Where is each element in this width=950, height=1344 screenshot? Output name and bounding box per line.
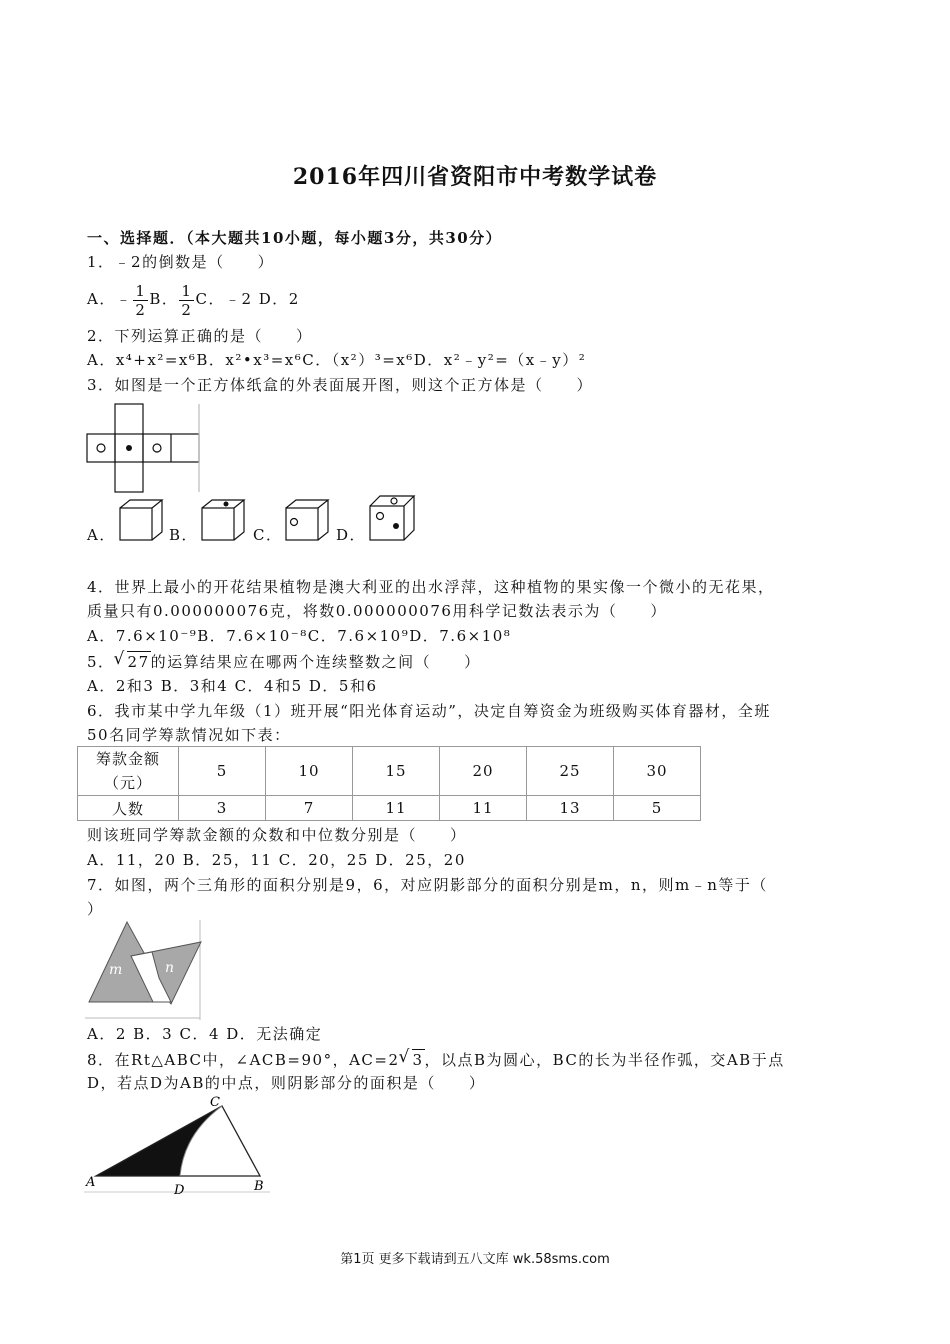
q8-prefix: 8．在Rt△ABC中，∠ACB=90°，AC=2 <box>87 1051 400 1069</box>
table-cell: 5 <box>179 747 266 796</box>
q6-line1: 6．我市某中学九年级（1）班开展“阳光体育运动”，决定自筹资金为班级购买体育器材，全班 <box>87 702 771 720</box>
fig-label-d: D <box>174 1183 185 1198</box>
table-cell: 30 <box>614 747 701 796</box>
table-cell: 5 <box>614 796 701 821</box>
table-header-count: 人数 <box>78 796 179 821</box>
q6-options: A．11，20 B．25，11 C．20，25 D．25，20 <box>87 851 466 869</box>
page-title: 2016年四川省资阳市中考数学试卷 <box>292 164 658 190</box>
q1-option-rest: C．﹣2 D．2 <box>195 290 300 308</box>
right-triangle-figure <box>84 1094 270 1198</box>
q5-prefix: 5． <box>87 653 115 671</box>
q7-line1: 7．如图，两个三角形的面积分别是9，6，对应阴影部分的面积分别是m，n，则m﹣n等于（ <box>87 876 768 894</box>
q8-line1 <box>87 1049 785 1070</box>
table-row <box>78 747 701 796</box>
table-cell: 25 <box>527 747 614 796</box>
cube-option-d <box>368 494 416 544</box>
q4-line1: 4．世界上最小的开花结果植物是澳大利亚的出水浮萍，这种植物的果实像一个微小的无花果， <box>87 578 775 596</box>
table-cell: 11 <box>353 796 440 821</box>
q2-stem: 2．下列运算正确的是（ ） <box>87 327 313 345</box>
q3-label-a: A． <box>87 526 116 544</box>
q7-line2: ） <box>87 900 104 918</box>
q8-line2: D，若点D为AB的中点，则阴影部分的面积是（ ） <box>87 1074 486 1092</box>
q5-stem <box>87 651 481 672</box>
q3-label-d: D． <box>336 526 367 544</box>
table-cell: 20 <box>440 747 527 796</box>
table-header-amount: 筹款金额 （元） <box>78 747 179 796</box>
table-cell: 7 <box>266 796 353 821</box>
cube-option-b <box>200 498 246 544</box>
q6-line2: 50名同学筹款情况如下表： <box>87 726 291 744</box>
donation-table <box>77 746 701 821</box>
q1-fraction-b: $\frac{1}{2}$ <box>181 281 193 319</box>
fig-label-n: n <box>165 960 175 976</box>
q1-options <box>87 281 300 319</box>
fig-label-a: A <box>86 1175 96 1190</box>
triangles-figure <box>85 920 205 1020</box>
q1-option-b-prefix: B． <box>149 290 179 308</box>
q1-stem: 1．﹣2的倒数是（ ） <box>87 253 275 271</box>
q5-options: A．2和3 B．3和4 C．4和5 D．5和6 <box>87 677 378 695</box>
q8-suffix: ，以点B为圆心，BC的长为半径作弧，交AB于点 <box>424 1051 785 1069</box>
q8-sqrt: √ 3 <box>412 1049 425 1070</box>
q5-suffix: 的运算结果应在哪两个连续整数之间（ ） <box>150 653 481 671</box>
section-heading: 一、选择题．（本大题共10小题，每小题3分，共30分） <box>87 229 503 247</box>
q3-label-b: B． <box>169 526 199 544</box>
q6-after: 则该班同学筹款金额的众数和中位数分别是（ ） <box>87 826 467 844</box>
cube-net-figure <box>85 402 205 494</box>
fig-label-m: m <box>109 962 123 978</box>
q2-options: A．x⁴+x²=x⁶B．x²•x³=x⁶C．（x²）³=x⁶D．x²﹣y²=（x﹣y）² <box>87 351 587 369</box>
page-footer: 第1页 更多下载请到五八文库 wk.58sms.com <box>340 1252 610 1267</box>
table-cell: 13 <box>527 796 614 821</box>
q3-label-c: C． <box>253 526 283 544</box>
table-cell: 11 <box>440 796 527 821</box>
cube-option-a <box>118 498 164 544</box>
fig-label-c: C <box>210 1095 220 1110</box>
table-cell: 15 <box>353 747 440 796</box>
q5-sqrt: √ 27 <box>127 651 151 672</box>
cube-option-c <box>284 498 330 544</box>
table-cell: 3 <box>179 796 266 821</box>
fig-label-b: B <box>254 1179 264 1194</box>
q4-line2: 质量只有0.000000076克，将数0.000000076用科学记数法表示为（ ） <box>87 602 667 620</box>
q4-options: A．7.6×10⁻⁹B．7.6×10⁻⁸C．7.6×10⁹D．7.6×10⁸ <box>87 627 512 645</box>
q1-fraction-a: $\frac{1}{2}$ <box>135 281 147 319</box>
q1-option-a-prefix: A．﹣ <box>87 290 133 308</box>
q3-stem: 3．如图是一个正方体纸盒的外表面展开图，则这个正方体是（ ） <box>87 376 594 394</box>
q7-options: A．2 B．3 C．4 D．无法确定 <box>87 1025 323 1043</box>
table-row <box>78 796 701 821</box>
table-cell: 10 <box>266 747 353 796</box>
